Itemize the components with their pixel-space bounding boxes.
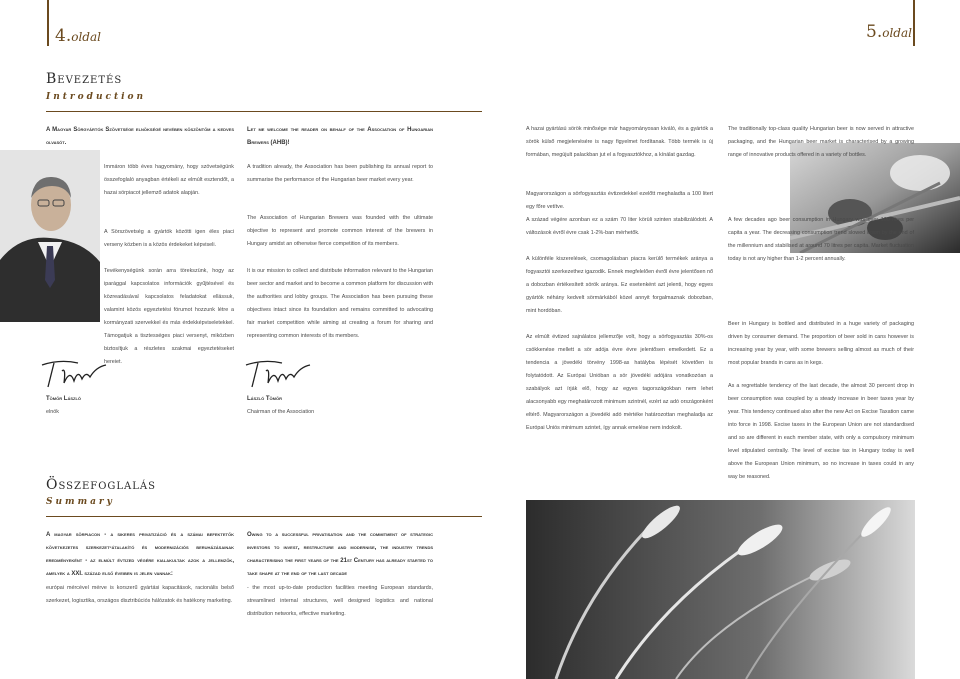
wheat-photo (526, 500, 915, 679)
portrait-illustration (0, 150, 100, 322)
right-en-p3: Beer in Hungary is bottled and distributed in a huge variety of packaging driven by consumer demand. The proportion of beer sold in cans however is increasing year by year, with some brewers selling almost as much of their most popular brands in cans as in kegs. (728, 321, 914, 366)
summary-title: Összefoglalás (46, 477, 156, 493)
intro-rule (46, 111, 482, 112)
right-page-marker (913, 0, 915, 46)
right-en-p2: A few decades ago beer consumption in Hungary was over 100 litres per capita a year. The decreasing consumption trend slowed down by the end of the millennium and stabilised at around 70 litres per capita. Market fluctuation today is not any higher than 1-2 percent annually. (728, 217, 914, 262)
hu-signer-role: elnök (46, 409, 59, 415)
summary-hu-body: európai mércével mérve is korszerű gyártási kapacitások, racionális belső szerkezet, logisztika, országos disztribúciós hálózatok és hatékony marketing. (46, 585, 234, 604)
portrait-photo (0, 150, 100, 322)
right-hu-p4: A különféle kiszerelések, csomagolásban piacra kerülő termékek aránya a fogyasztói szerkezethez igazodik. Ennek megfelelően évről évre jelentősen nő a dobozban értékesített sörök aránya. Ez esetenként azt jelenti, hogy egyes gyártók néhány kedvelt sörmárkából közel annyit forgalmaznak dobozban, mint hordóban. (526, 256, 713, 314)
right-en-p4: As a regrettable tendency of the last decade, the almost 30 percent drop in beer consumption was coupled by a steady increase in beer taxes year by year. This tendency continued also after the new Act on Excise Taxation came into force in 1998. Excise taxes in the European Union are not standardised and so are different in each member state, with only a compulsory minimum level stipulated centrally. The level of excise tax in Hungary today is well above the European Union minimum, so no increase in taxes could in any way be reasoned. (728, 383, 914, 480)
en-signer-name: László Tömör (247, 396, 282, 402)
intro-en-p1: A tradition already, the Association has been publishing its annual report to summarise the performance of the Hungarian beer market every year. (247, 164, 433, 183)
en-signer-role: Chairman of the Association (247, 409, 315, 415)
intro-hu-p3: Tevékenységünk során arra törekszünk, hogy az iparággal kapcsolatos információk gyűjtésével és közreadásával kapcsolatos feladatokat ellássuk, valamint közös egyeztetési fórumot hozzunk létre a kormányzati szervekkel és más érdekképviseletekkel. Támogatjuk a tisztességes piaci versenyt, miközben biztosítjuk a részletes szakmai egyeztetéseket hereiet. (104, 268, 234, 365)
intro-subtitle: Introduction (46, 92, 147, 102)
intro-en-p2: The Association of Hungarian Brewers was founded with the ultimate objective to represent and promote common interest of the brewers in Hungary amidst an otherwise fierce competition of its members. (247, 215, 433, 247)
intro-hu-lead: A Magyar Sörgyártók Szövetsége elnökségé nevében köszöntöm a kedves olvasót. (46, 127, 234, 146)
right-hu-p5: Az elmúlt évtized sajnálatos jellemzője volt, hogy a sörfogyasztás 30%-os csökkenése mellett a sör adója évre évre jelentősen emelkedett. Ez a tendencia a jövedéki törvény 1998-as hatályba lépését követően is folytatódott. Az Európai Unióban a sör jövedéki adójára vonatkozóan a szabályok azt írják elő, hogy az egyes tagországokban nem lehet alacsonyabb egy meghatározott minimum szintnél, ezért az adó országonként eltérő. Magyarországon a jövedéki adó mértéke határozottan meghaladja az Európai Uniós minimum szintet, így annak emelése nem indokolt. (526, 334, 713, 431)
wheat-illustration (526, 500, 915, 679)
intro-title: Bevezetés (46, 71, 123, 87)
intro-en-p3: It is our mission to collect and distribute information relevant to the Hungarian beer sector and market and to become a common platform for discussion with the authorities and lobby groups. The Association has been pursuing these objectives intact since its foundation and remains committed to advocating fair market competition while aiming at creating a forum for sharing and representing common interests of its members. (247, 268, 433, 339)
intro-en-lead: Let me welcome the reader on behalf of the Association of Hungarian Brewers (AHB)! (247, 127, 433, 146)
intro-hu-p2: A Sörszövetség a gyártók közötti igen éles piaci verseny közben is a közös érdekeket képviseli. (104, 229, 234, 248)
right-hu-p3: A század végére azonban ez a szám 70 liter körüli szinten stabilizálódott. A változások évről évre csak 1-2%-ban mérhetők. (526, 217, 713, 236)
en-signature-icon (244, 357, 314, 391)
summary-subtitle: Summary (46, 497, 115, 507)
summary-en-lead: Owing to a successful privatisation and the commitment of strategic investors to invest, restructure and modernise, the industry trends characterising the first years of the 21st Century has already started to take shape at the end of the last decade (247, 532, 433, 577)
right-page-number: 5.oldal (866, 22, 912, 42)
left-page-number: 4.oldal (55, 26, 101, 46)
right-hu-p1: A hazai gyártású sörök minősége már hagyományosan kiváló, és a gyártók a sörök külső megjelenésére is nagy figyelmet fordítanak. Több termék is új formában, megújult palackban jut el a fogyasztókhoz, a kínálat gazdag. (526, 126, 713, 158)
right-en-p1: The traditionally top-class quality Hungarian beer is now served in attractive packaging, and the Hungarian beer market is characterised by a growing range of innovative products offered in a variety of bottles. (728, 126, 914, 158)
hu-signature-icon (40, 357, 110, 391)
left-page-marker (47, 0, 49, 46)
summary-rule (46, 516, 482, 517)
hu-signer-name: Tömör László (46, 396, 81, 402)
intro-hu-p1: Immáron több éves hagyomány, hogy szövetségünk összefoglaló anyagban értékeli az elmúlt esztendőt, a hazai sörpiacot jellemző adatok alapján. (104, 164, 234, 196)
right-hu-p2: Magyarországon a sörfogyasztás évtizedekkel ezelőtt meghaladta a 100 litert egy főre vetítve. (526, 191, 713, 210)
summary-hu-lead: A magyar sörpiacon - a sikeres privatizáció és a számai befektetők következetes szerkezet-átalakító és modernizációs beruházásainak eredményeként - az elmúlt évtized végére kialakultak azok a jellemzők, amelyek a XXI. század első éveiben is jelen vannak: (46, 532, 234, 577)
summary-en-body: - the most up-to-date production facilities meeting European standards, streamlined internal structures, well designed logistics and national distribution networks, effective marketing. (247, 585, 433, 617)
